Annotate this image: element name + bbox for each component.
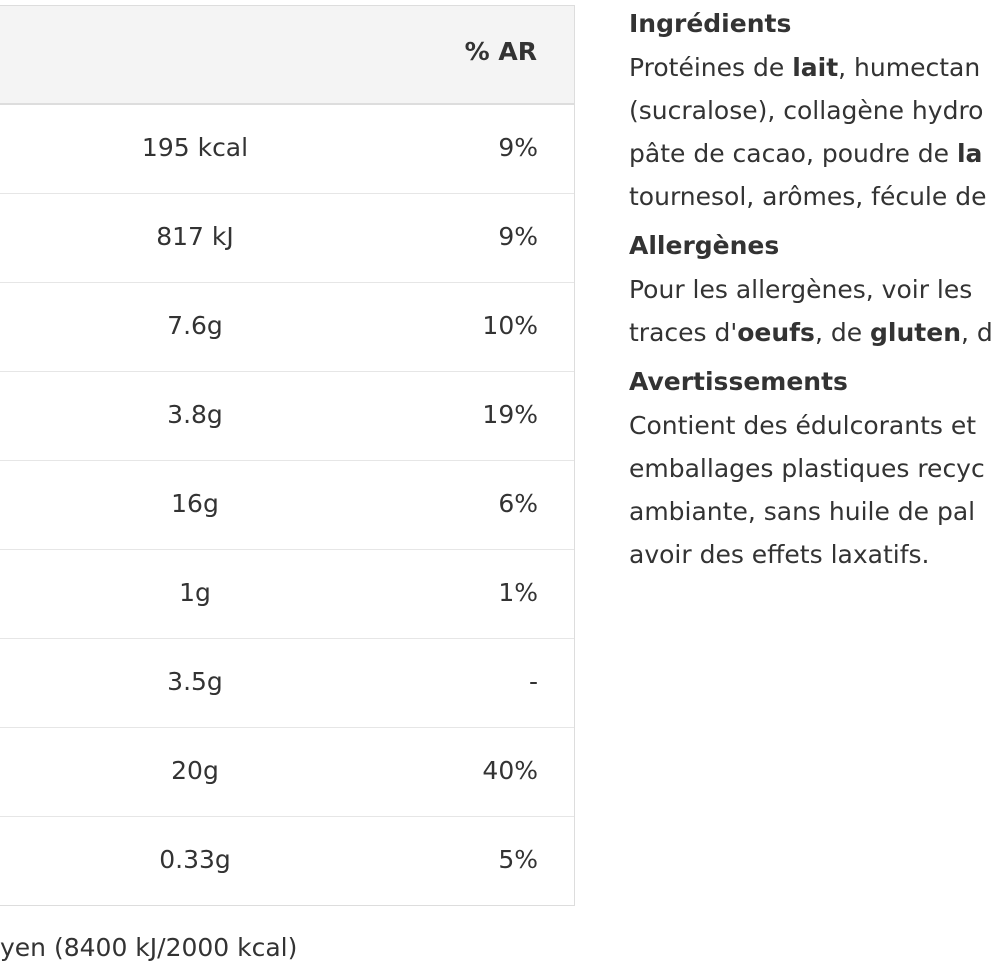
table-header — [0, 6, 574, 105]
nutrient-value: 3.8g — [167, 400, 223, 429]
table-row — [0, 283, 574, 372]
nutrient-value: 817 kJ — [156, 222, 234, 251]
warnings-section — [629, 366, 989, 576]
table-row — [0, 461, 574, 550]
ingredients-title: Ingrédients — [629, 9, 792, 38]
warnings-line-2: emballages plastiques recyc — [629, 454, 985, 483]
nutrient-value: 195 kcal — [141, 133, 249, 162]
nutrition-table — [0, 5, 575, 906]
allergens-line-2: traces d'oeufs, de gluten, d — [629, 318, 993, 347]
nutrient-value: 1g — [179, 578, 211, 607]
ingredients-line-4: tournesol, arômes, fécule de — [629, 182, 987, 211]
table-row — [0, 817, 574, 905]
table-row — [0, 550, 574, 639]
table-row — [0, 728, 574, 817]
nutrient-percent-ar: 1% — [498, 578, 538, 607]
nutrient-percent-ar: 9% — [498, 133, 538, 162]
column-header-ar: % AR — [464, 37, 537, 66]
nutrient-percent-ar: 9% — [498, 222, 538, 251]
warnings-text — [629, 404, 989, 576]
ingredients-line-3: pâte de cacao, poudre de la — [629, 139, 983, 168]
ingredients-section — [629, 8, 989, 218]
allergens-section — [629, 230, 993, 354]
nutrient-percent-ar: - — [528, 667, 538, 696]
nutrient-value: 16g — [171, 489, 219, 518]
table-row — [0, 105, 574, 194]
warnings-title: Avertissements — [629, 367, 848, 396]
allergens-line-1: Pour les allergènes, voir les — [629, 275, 973, 304]
table-row — [0, 194, 574, 283]
footnote: yen (8400 kJ/2000 kcal) — [0, 933, 298, 962]
warnings-line-1: Contient des édulcorants et — [629, 411, 977, 440]
nutrient-percent-ar: 19% — [482, 400, 538, 429]
nutrient-percent-ar: 40% — [482, 756, 538, 785]
nutrient-value: 3.5g — [167, 667, 223, 696]
allergens-text — [629, 268, 993, 354]
nutrient-percent-ar: 5% — [498, 845, 538, 874]
table-body — [0, 105, 574, 905]
nutrient-value: 7.6g — [167, 311, 223, 340]
warnings-line-3: ambiante, sans huile de pal — [629, 497, 976, 526]
table-row — [0, 372, 574, 461]
ingredients-text — [629, 46, 989, 218]
nutrient-value: 20g — [171, 756, 219, 785]
allergens-title: Allergènes — [629, 231, 780, 260]
ingredients-line-2: (sucralose), collagène hydro — [629, 96, 984, 125]
warnings-line-4: avoir des effets laxatifs. — [629, 540, 930, 569]
nutrient-value: 0.33g — [159, 845, 231, 874]
table-row — [0, 639, 574, 728]
nutrient-percent-ar: 10% — [482, 311, 538, 340]
ingredients-line-1: Protéines de lait, humectan — [629, 53, 981, 82]
nutrient-percent-ar: 6% — [498, 489, 538, 518]
product-details — [629, 8, 993, 588]
